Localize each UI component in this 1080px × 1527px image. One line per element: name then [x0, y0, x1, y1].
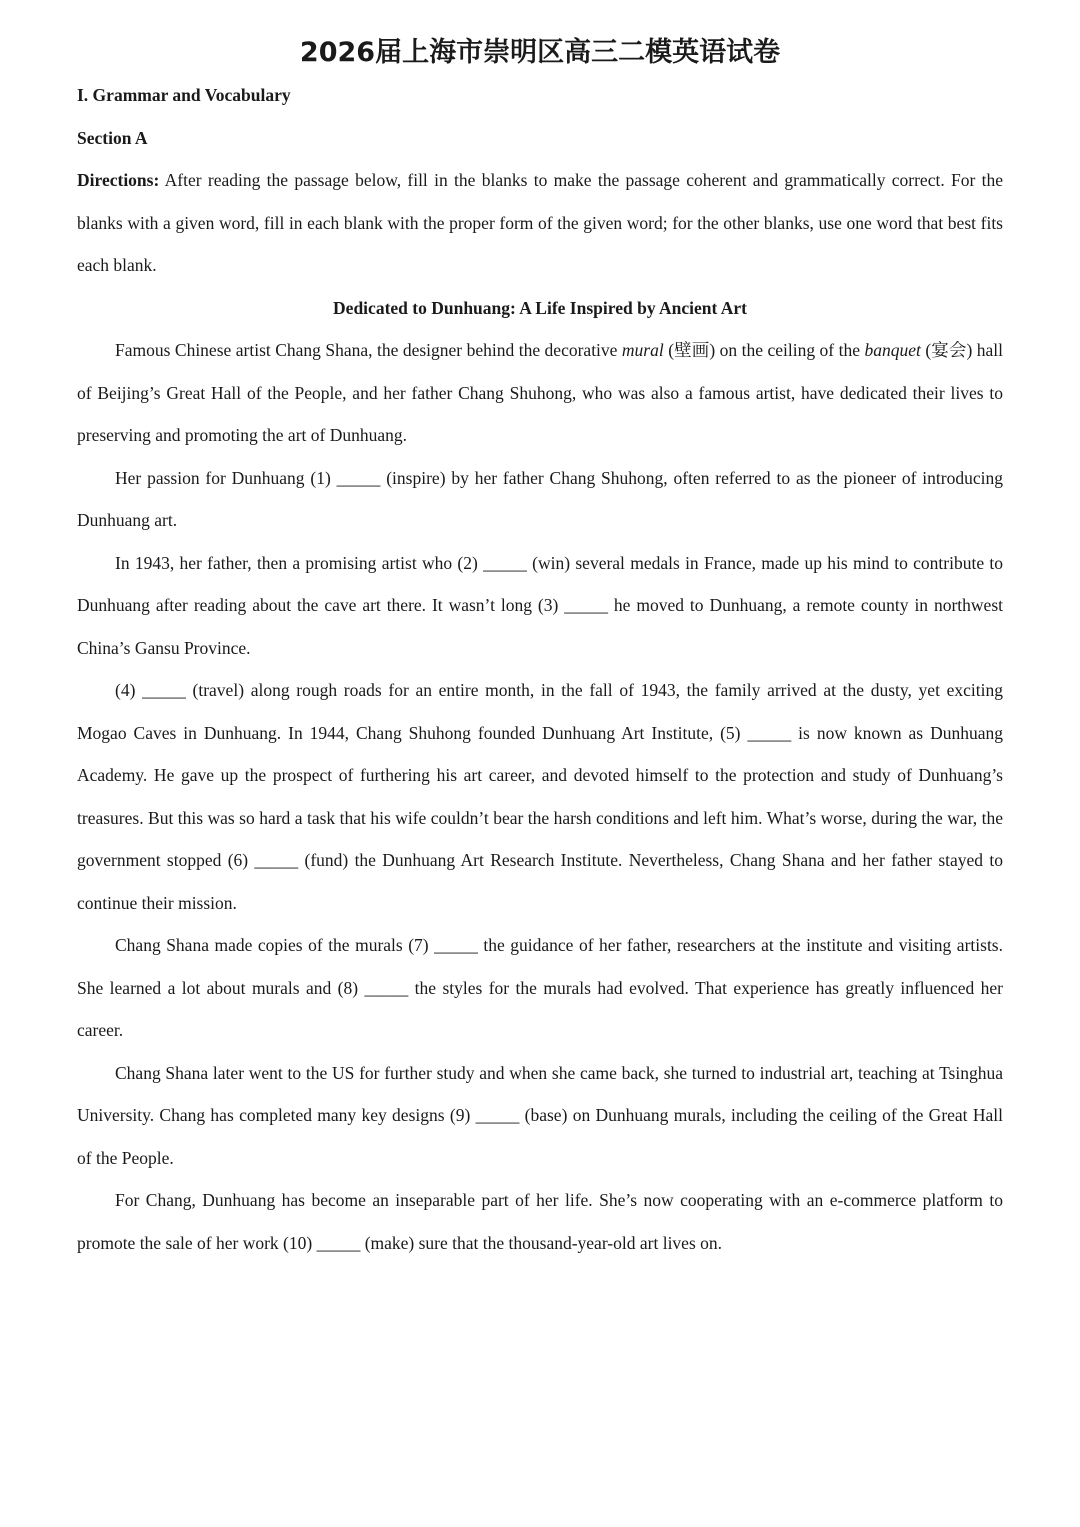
passage-paragraph-6: Chang Shana later went to the US for further study and when she came back, she turned to industrial art, teaching at Tsinghua University. Chang has completed many key designs (9) _____ (base) on Dunhuang murals, including the ceiling of the Great Hall of the People. — [77, 1062, 1003, 1168]
passage-paragraph-2: Her passion for Dunhuang (1) _____ (inspire) by her father Chang Shuhong, often referred to as the pioneer of introducing Dunhuang art. — [77, 467, 1003, 530]
part-heading: I. Grammar and Vocabulary — [77, 85, 291, 105]
p1-text-a: Famous Chinese artist Chang Shana, the designer behind the decorative — [115, 340, 622, 360]
directions-text: After reading the passage below, fill in the blanks to make the passage coherent and grammatically correct. For the blanks with a given word, fill in each blank with the proper form of the given word; for the other blanks, use one word that best fits each blank. — [77, 170, 1003, 275]
section-heading: Section A — [77, 127, 148, 148]
passage-paragraph-1 — [77, 329, 1003, 457]
exam-title: 2026届上海市崇明区高三二模英语试卷 — [299, 37, 781, 68]
passage-paragraph-7: For Chang, Dunhuang has become an inseparable part of her life. She’s now cooperating with an e-commerce platform to promote the sale of her work (10) _____ (make) sure that the thousand-year-old art lives on. — [77, 1190, 1003, 1253]
p1-banquet-word: banquet — [864, 340, 921, 360]
p1-text-c: (宴会) hall of Beijing’s Great Hall of the People, and her father Chang Shuhong, who was also a famous artist, have dedicated their lives to preserving and promoting the art of Dunhuang. — [77, 340, 1003, 445]
passage-paragraph-4: (4) _____ (travel) along rough roads for an entire month, in the fall of 1943, the family arrived at the dusty, yet exciting Mogao Caves in Dunhuang. In 1944, Chang Shuhong founded Dunhuang Art Institute, (5) _____ is now known as Dunhuang Academy. He gave up the prospect of furthering his art career, and devoted himself to the protection and study of Dunhuang’s treasures. But this was so hard a task that his wife couldn’t bear the harsh conditions and left him. What’s worse, during the war, the government stopped (6) _____ (fund) the Dunhuang Art Research Institute. Nevertheless, Chang Shana and her father stayed to continue their mission. — [77, 680, 1003, 913]
directions-paragraph — [77, 159, 1003, 287]
passage-paragraph-5: Chang Shana made copies of the murals (7) _____ the guidance of her father, researchers at the institute and visiting artists. She learned a lot about murals and (8) _____ the styles for the murals had evolved. That experience has greatly influenced her career. — [77, 935, 1003, 1040]
passage-title: Dedicated to Dunhuang: A Life Inspired by Ancient Art — [333, 297, 747, 318]
passage-paragraph-3: In 1943, her father, then a promising artist who (2) _____ (win) several medals in France, made up his mind to contribute to Dunhuang after reading about the cave art there. It wasn’t long (3) _____ he moved to Dunhuang, a remote county in northwest China’s Gansu Province. — [77, 552, 1003, 658]
exam-content — [77, 74, 1003, 1264]
p1-text-b: (壁画) on the ceiling of the — [663, 340, 865, 360]
directions-label: Directions: — [77, 170, 160, 190]
p1-mural-word: mural — [621, 340, 664, 360]
